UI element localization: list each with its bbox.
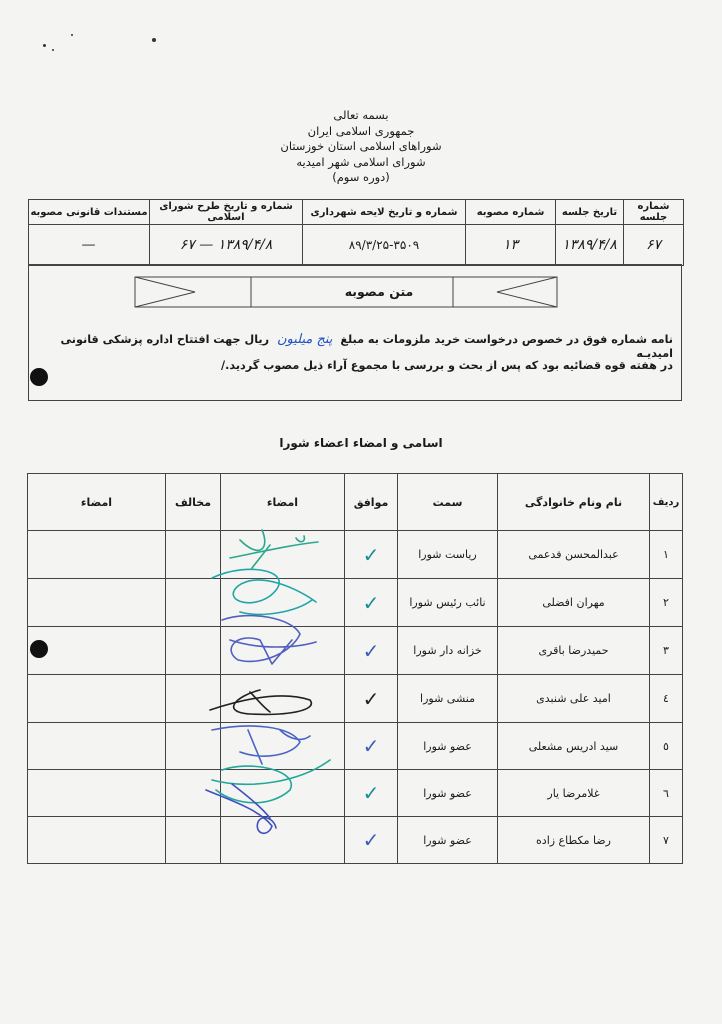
resolution-line-2: در هفته قوه قضائیه بود که پس از بحث و بررسی با مجموع آراء ذیل مصوب گردید./ (221, 359, 673, 372)
header-session-date: تاریخ جلسه (556, 200, 624, 225)
binder-hole (30, 640, 48, 658)
header-legal-basis: مستندات قانونی مصوبه (29, 200, 150, 225)
table-row (28, 627, 683, 675)
signature-cell (221, 723, 345, 770)
checkmark-icon: ✓ (362, 686, 380, 711)
against-signature-cell (28, 531, 166, 579)
member-name: غلامرضا یار (498, 770, 650, 817)
checkmark-icon: ✓ (362, 638, 380, 663)
row-number: ٦ (650, 770, 683, 817)
against-cell (166, 723, 221, 770)
header-line: جمهوری اسلامی ایران (307, 123, 415, 138)
against-cell (166, 579, 221, 627)
member-name: امید علی شنبدی (498, 675, 650, 723)
member-role: ریاست شورا (398, 531, 498, 579)
signature-cell (221, 627, 345, 675)
member-role: خزانه دار شورا (398, 627, 498, 675)
against-cell (166, 531, 221, 579)
in-favor-cell (345, 770, 398, 817)
row-number: ۳ (650, 627, 683, 675)
in-favor-cell (345, 531, 398, 579)
row-number: ۷ (650, 817, 683, 864)
member-name: مهران افضلی (498, 579, 650, 627)
member-name: رضا مکطاع زاده (498, 817, 650, 864)
row-number: ۲ (650, 579, 683, 627)
checkmark-icon: ✓ (362, 590, 380, 615)
table-row (28, 817, 683, 864)
legal-basis-value: — (29, 225, 150, 266)
member-role: نائب رئیس شورا (398, 579, 498, 627)
member-role: منشی شورا (398, 675, 498, 723)
municipal-bill-value: ۸۹/۳/۲۵-۳۵۰۹ (303, 225, 466, 266)
against-signature-cell (28, 579, 166, 627)
table-row (28, 675, 683, 723)
header-signature: امضاء (221, 474, 345, 531)
members-header-row (28, 474, 683, 531)
in-favor-cell (345, 723, 398, 770)
resolution-text-after-amount: ریال جهت افتتاح اداره پزشکی قانونی امیدیـه (60, 333, 673, 360)
row-number: ۱ (650, 531, 683, 579)
against-signature-cell (28, 627, 166, 675)
header-position: سمت (398, 474, 498, 531)
header-line: شورای اسلامی شهر امیدیه (296, 154, 426, 169)
resolution-number-value: ۱۳ (466, 225, 556, 266)
signature-cell (221, 675, 345, 723)
signature-cell (221, 770, 345, 817)
checkmark-icon: ✓ (362, 828, 380, 852)
row-number: ٤ (650, 675, 683, 723)
against-signature-cell (28, 675, 166, 723)
table-row (28, 770, 683, 817)
header-row-number: ردیف (650, 474, 683, 531)
session-info-table (28, 199, 684, 266)
scan-speck (43, 44, 46, 47)
resolution-line-1 (33, 332, 673, 360)
resolution-text-box (28, 264, 682, 401)
scan-speck (152, 38, 156, 42)
header-against: مخالف (166, 474, 221, 531)
signature-cell (221, 531, 345, 579)
in-favor-cell (345, 627, 398, 675)
against-signature-cell (28, 723, 166, 770)
header-line: بسمه تعالی (333, 108, 389, 122)
checkmark-icon: ✓ (362, 781, 380, 805)
header-line: (دوره سوم) (332, 170, 390, 184)
scan-speck (71, 34, 73, 36)
table-row (28, 531, 683, 579)
member-name: سید ادریس مشعلی (498, 723, 650, 770)
checkmark-icon: ✓ (362, 734, 380, 758)
members-section-title: اسامی و امضاء اعضاء شورا (279, 436, 443, 450)
resolution-text-before-amount: نامه شماره فوق در خصوص درخواست خرید ملزومات به مبلغ (340, 333, 673, 346)
session-info-header-row (29, 200, 684, 225)
in-favor-cell (345, 817, 398, 864)
member-role: عضو شورا (398, 817, 498, 864)
against-cell (166, 627, 221, 675)
scan-speck (52, 49, 54, 51)
against-cell (166, 675, 221, 723)
table-row (28, 723, 683, 770)
against-signature-cell (28, 817, 166, 864)
session-info-value-row (29, 225, 684, 266)
header-resolution-number: شماره مصوبه (466, 200, 556, 225)
member-name: عبدالمحسن فدعمی (498, 531, 650, 579)
header-council-plan: شماره و تاریخ طرح شورای اسلامی (150, 200, 303, 225)
header-line: شوراهای اسلامی استان خوزستان (280, 139, 442, 153)
member-role: عضو شورا (398, 723, 498, 770)
member-name: حمیدرضا باقری (498, 627, 650, 675)
signature-cell (221, 579, 345, 627)
letterhead (0, 108, 722, 186)
member-role: عضو شورا (398, 770, 498, 817)
header-full-name: نام ونام خانوادگی (498, 474, 650, 531)
session-date-value: ۱۳۸۹/۴/۸ (556, 225, 624, 266)
against-cell (166, 817, 221, 864)
in-favor-cell (345, 675, 398, 723)
members-signature-table (27, 473, 683, 864)
in-favor-cell (345, 579, 398, 627)
header-in-favor: موافق (345, 474, 398, 531)
resolution-title: متن مصوبه (344, 284, 414, 299)
row-number: ٥ (650, 723, 683, 770)
handwritten-amount: پنج میلیون (276, 332, 333, 347)
session-number-value: ۶۷ (624, 225, 684, 266)
header-session-number: شماره جلسه (624, 200, 684, 225)
checkmark-icon: ✓ (362, 542, 380, 567)
against-signature-cell (28, 770, 166, 817)
council-plan-value: ۱۳۸۹/۴/۸ — ۶۷ (150, 225, 303, 266)
header-signature-against: امضاء (28, 474, 166, 531)
header-municipal-bill: شماره و تاریخ لایحه شهرداری (303, 200, 466, 225)
binder-hole (30, 368, 48, 386)
against-cell (166, 770, 221, 817)
table-row (28, 579, 683, 627)
signature-cell (221, 817, 345, 864)
